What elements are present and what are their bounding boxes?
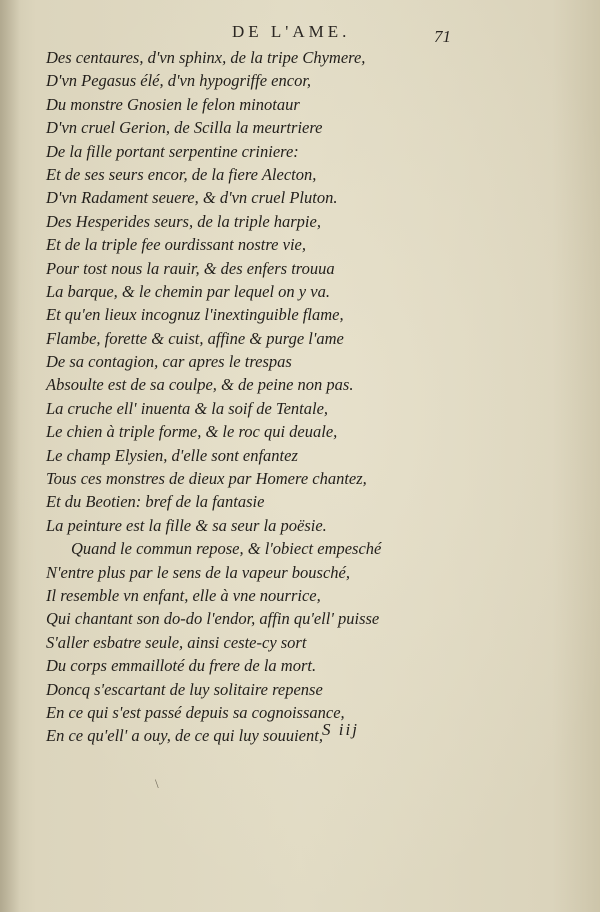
verse-line: Et qu'en lieux incognuz l'inextinguible flame,	[46, 305, 344, 325]
verse-line: Doncq s'escartant de luy solitaire repense	[46, 679, 323, 699]
page-number: 71	[434, 27, 451, 46]
verse-line: Pour tost nous la rauir, & des enfers trouua	[46, 258, 335, 278]
verse-line: Des centaures, d'vn sphinx, de la tripe Chymere,	[46, 48, 366, 67]
verse-line: Il resemble vn enfant, elle à vne nourrice,	[46, 585, 321, 605]
verse-line: La cruche ell' inuenta & la soif de Tentale,	[46, 398, 329, 418]
verse-line: La peinture est la fille & sa seur la poësie.	[46, 515, 327, 535]
running-title: DE L'AME.	[232, 22, 351, 41]
verse-line: Des Hesperides seurs, de la triple harpie,	[46, 211, 321, 231]
verse-block	[46, 46, 396, 748]
verse-line: Quand le commun repose, & l'obiect empesché	[71, 539, 382, 559]
signature-mark: S iij	[322, 720, 359, 739]
verse-line: Et de ses seurs encor, de la fiere Alecton,	[46, 164, 317, 184]
stray-mark: \	[155, 776, 159, 791]
verse-line: Le chien à triple forme, & le roc qui deuale,	[46, 422, 338, 442]
verse-line: N'entre plus par le sens de la vapeur bousché,	[46, 562, 350, 582]
verse-line: Absoulte est de sa coulpe, & de peine non pas.	[46, 375, 354, 395]
verse-line: De sa contagion, car apres le trespas	[46, 352, 292, 372]
verse-line: Du corps emmailloté du frere de la mort.	[46, 656, 317, 676]
verse-line: Du monstre Gnosien le felon minotaur	[46, 94, 300, 114]
verse-line: Et du Beotien: bref de la fantasie	[46, 492, 265, 512]
verse-line: En ce qui s'est passé depuis sa cognoissance,	[46, 702, 345, 722]
verse-line: La barque, & le chemin par lequel on y va.	[46, 281, 330, 301]
verse-line: Tous ces monstres de dieux par Homere chantez,	[46, 469, 367, 489]
verse-line: De la fille portant serpentine criniere:	[46, 141, 299, 161]
verse-line: En ce qu'ell' a ouy, de ce qui luy souuient,	[46, 726, 323, 746]
verse-line: Qui chantant son do-do l'endor, affin qu'ell' puisse	[46, 609, 380, 629]
verse-line: D'vn cruel Gerion, de Scilla la meurtriere	[46, 118, 323, 138]
verse-line: Le champ Elysien, d'elle sont enfantez	[46, 445, 298, 465]
verse-line: S'aller esbatre seule, ainsi ceste-cy sort	[46, 632, 307, 652]
verse-line: Flambe, forette & cuist, affine & purge l'ame	[46, 328, 344, 348]
gutter-shadow	[0, 0, 20, 912]
verse-line: D'vn Radament seuere, & d'vn cruel Pluton.	[46, 188, 338, 208]
verse-line: Et de la triple fee ourdissant nostre vie,	[46, 235, 306, 255]
verse-line: D'vn Pegasus élé, d'vn hypogriffe encor,	[46, 71, 312, 91]
